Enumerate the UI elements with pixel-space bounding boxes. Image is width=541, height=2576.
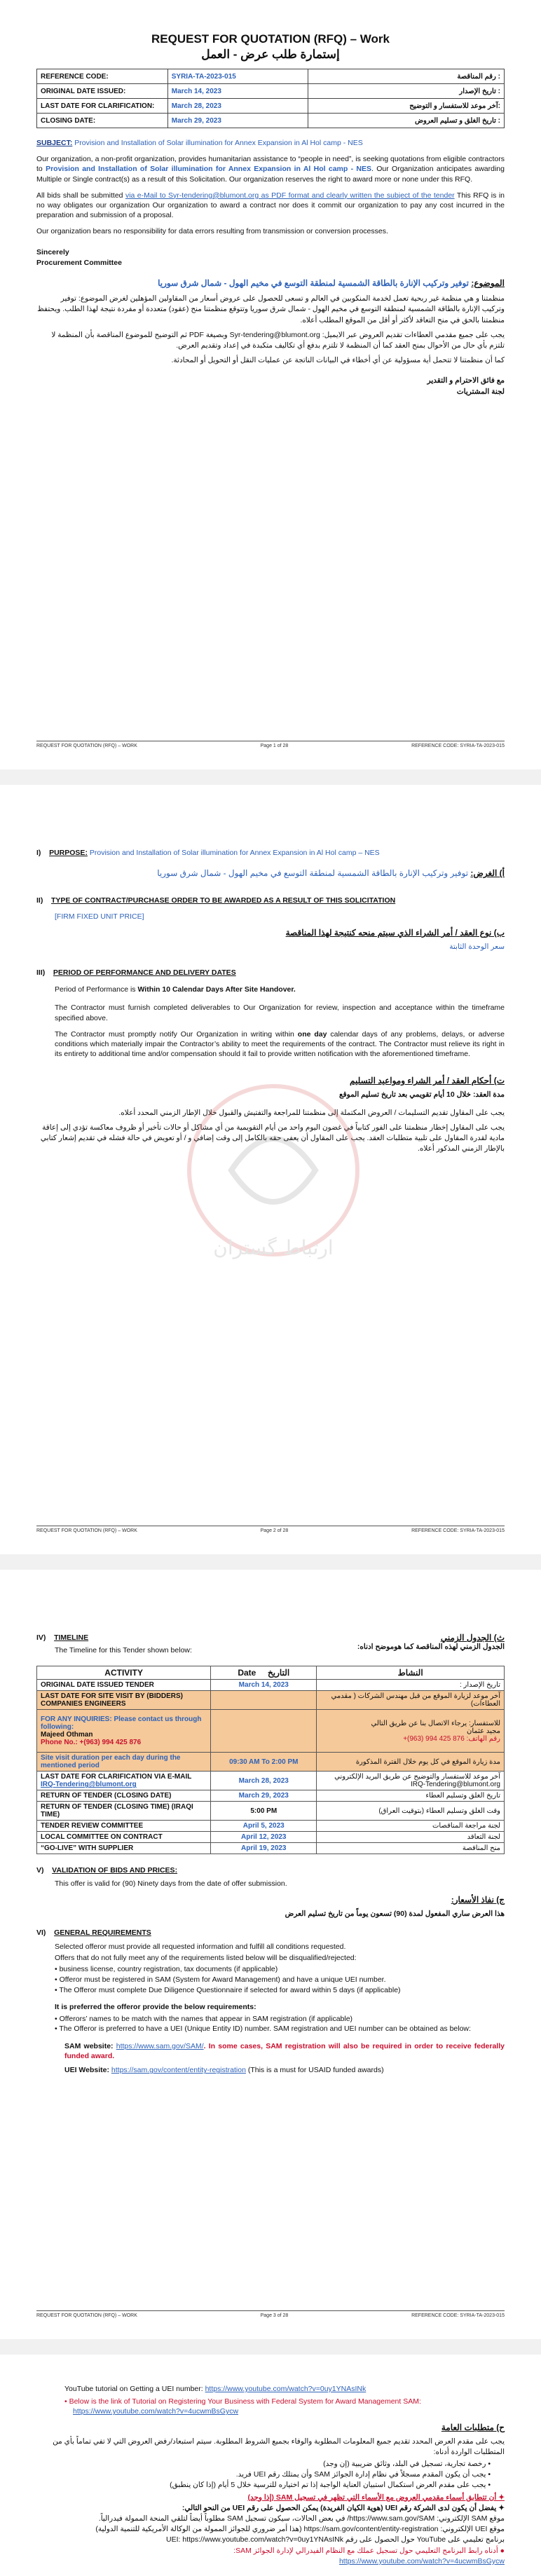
youtube-sam-line: • Below is the link of Tutorial on Registering Your Business with Federal System for Award Management SAM: [64,2397,421,2406]
period-arabic-paragraph-1: يجب على المقاول تقديم التسليمات / العروض المكتملة إلى منظمتنا للمراجعة والتفتيش والقبول خلال الإطار الزمني المحدد أعلاه. [118,1108,505,1117]
arabic-paragraph-1: منظمتنا و هي منظمة غير ربحية تعمل لخدمة المنكوبين في العالم و تسعى للحصول على عروض أسعار من المقاولين المؤهلين لغرض الموضوع: توفير وتركيب الإنارة بالطاقة الشمسية لمنطقة التوسع في مخيم الهول - شمال شرق سوريا وتتوقع منظمتنا منح (عقود) متعددة أو مفردة نتيجة لهذا الطلب. ويحتفظ منظمتنا بالحق في منح التعاقد لأكثر أو أقل من الموقع المطلب أعلاه. [37,294,505,324]
sam-link[interactable]: https://www.sam.gov/SAM/ [116,2042,204,2051]
validity-arabic-text: هذا العرض ساري المفعول لمدة (90) تسعون يوماً من تاريخ تسليم العرض [285,1909,505,1918]
general-title: VI) GENERAL REQUIREMENTS [36,1928,151,1937]
validity-arabic-title: ج) نفاذ الأسعار: [451,1894,505,1905]
ref-label: CLOSING DATE: [37,114,168,128]
timeline-arabic-intro: الجدول الزمني لهذه المناقصة كما هوموضح ادناه: [357,1643,505,1651]
list-item: • Offerors’ names to be match with the names that appear in SAM registration (if applicable) [55,2014,353,2023]
page-footer: REQUEST FOR QUOTATION (RFQ) – WORK Page 2 of 28 REFERENCE CODE: SYRIA-TA-2023-015 [36,1526,505,1533]
timeline-title: TIMELINE [54,1633,89,1642]
period-of-performance: Period of Performance is Within 10 Calendar Days After Site Handover. [55,985,296,994]
signature-committee: Procurement Committee [36,258,122,267]
responsibility-paragraph: Our organization bears no responsibility for data errors resulting from transmission or conversion processes. [36,227,388,236]
table-row [37,84,505,99]
watermark-logo-icon [168,1065,378,1275]
subject-text: Provision and Installation of Solar illumination for Annex Expansion in Al Hol camp - NES [74,139,363,147]
table-row: ORIGINAL DATE ISSUED TENDER March 14, 2023 تاريخ الإصدار : [37,1680,505,1691]
table-row: TENDER REVIEW COMMITTEE April 5, 2023 لجنة مراجعة المناقصات [37,1821,505,1832]
reference-table [36,69,505,128]
table-row: LAST DATE FOR SITE VISIT BY (BIDDERS) COMPANIES ENGINEERS آخر موعد لزيارة الموقع من قبل مهندس الشركات ( مقدمي العطاءات) [37,1691,505,1710]
validity-text: This offer is valid for (90) Ninety days from the date of offer submission. [55,1879,287,1888]
arabic-paragraph-3: كما أن منظمتنا لا تتحمل أية مسؤولية عن أي أخطاء في البيانات الناتجة عن عمليات النقل أو التحويل أو المحادثة. [171,356,505,365]
youtube-uei-link[interactable]: https://www.youtube.com/watch?v=0uy1YNAsINk [205,2385,367,2393]
watermark-text: ارتباط گستران [213,1236,334,1259]
list-item: • يجب أن يكون المقدم مسجلاً في نظام إدارة الجوائز SAM وأن يمتلك رقم UEI فريد. [235,2470,491,2479]
arabic-signature-1: مع فائق الاحترام و التقدير [427,376,505,385]
arabic-uei-line: ✦ يفضل أن يكون لدى الشركة رقم UEI (هوية الكيان الفريدة) يمكن الحصول على رقم UEI من النحو التالي: [182,2503,505,2512]
contract-type-arabic-title: ب) نوع العقد / أمر الشراء الذي سيتم منحه كنتيجة لهذا المناقصة [285,927,505,938]
col-date: Date التاريخ [211,1666,317,1680]
subject-label: SUBJECT: [36,139,73,147]
page-title: REQUEST FOR QUOTATION (RFQ) – Work [151,32,390,46]
list-item: • business license, country registration, tax documents (if applicable) [55,1965,278,1974]
ref-value: SYRIA-TA-2023-015 [167,69,308,84]
table-row: RETURN OF TENDER (CLOSING DATE) March 29, 2023 تاريخ الغلق وتسليم العطاء [37,1790,505,1802]
submission-email-link[interactable]: via e-Mail to Syr-tendering@blumont.org as PDF format and clearly written the subject of the tender [125,191,455,200]
list-item: • The Offeror must complete Due Diligence Questionnaire if selected for award within 5 days (if applicable) [55,1985,401,1994]
ref-label: REFERENCE CODE: [37,69,168,84]
ref-value: March 29, 2023 [167,114,308,128]
table-row [37,69,505,84]
uei-website-line: UEI Website: https://sam.gov/content/entity-registration (This is a must for USAID funded awards) [64,2066,384,2075]
contract-type-arabic-value: سعر الوحدة الثابتة [449,942,505,951]
list-item: • يجب على مقدم العرض استكمال استبيان العناية الواجبة إذا تم اختياره للترسية خلال 5 أيام (إذا كان ينطبق) [170,2481,491,2490]
general-arabic-title: ح) متطلبات العامة [441,2422,505,2432]
list-item: • The Offeror is preferred to have a UEI (Unique Entity ID) number. SAM registration and UEI number can be obtained as below: [55,2025,471,2034]
table-row: “GO-LIVE” WITH SUPPLIER April 19, 2023 منح المناقصة [37,1843,505,1854]
intro-paragraph: Our organization, a non-profit organization, provides humanitarian assistance to “people in need”, is seeking quotations from eligible contractors to Provision and Installation of Solar illumination for Annex Expansion in Al Hol camp - NES. Our Organization anticipates awarding Multiple or Single contract(s) as a result of this Solicitation. Our organization reserves the right to award more or none under this RFQ. [36,155,505,184]
page-gap [0,1554,541,1570]
clarification-email-link[interactable]: IRQ-Tendering@blumont.org [41,1781,137,1789]
ref-label-arabic: تاريخ الإصدار : [308,84,504,99]
page-2 [0,785,541,1554]
ref-label: ORIGINAL DATE ISSUED: [37,84,168,99]
timeline-table [36,1666,505,1854]
table-row [37,99,505,114]
ref-label: LAST DATE FOR CLARIFICATION: [37,99,168,114]
ref-value: March 14, 2023 [167,84,308,99]
ref-label-arabic: تاريخ الغلق و تسليم العروض : [308,114,504,128]
arabic-youtube-sam-link[interactable]: https://www.youtube.com/watch?v=4ucwmBsGycw [338,2556,505,2565]
general-paragraph-1: Selected offeror must provide all requested information and fulfill all conditions requested. [55,1943,346,1952]
contract-type-title: II) TYPE OF CONTRACT/PURCHASE ORDER TO BE AWARDED AS A RESULT OF THIS SOLICITATION [36,896,396,905]
timeline-header: IV) TIMELINE The Timeline for this Tender shown below: ث) الجدول الزمني الجدول الزمني لهذه المناقصة كما هوموضح ادناه: [36,1633,505,1655]
timeline-intro: The Timeline for this Tender shown below: [55,1646,192,1655]
page-footer: REQUEST FOR QUOTATION (RFQ) – WORK Page 1 of 28 REFERENCE CODE: SYRIA-TA-2023-015 [36,741,505,748]
ref-value: March 28, 2023 [167,99,308,114]
subject-line [36,138,505,148]
table-row: RETURN OF TENDER (CLOSING TIME) (IRAQI TIME) 5:00 PM وقت الغلق وتسليم العطاء (بتوقيت العراق) [37,1802,505,1821]
arabic-paragraph-2: يجب على جميع مقدمي العطاءات تقديم العروض عبر الايميل: Syr-tendering@blumont.org وبصيغة PDF ثم التوضيح للموضوع المناقصة بأن المنظمة لا تلتزم بأي حال من الأحوال بمنح العقد كما أن المنظمة لا تلتزم بدفع أي تكاليف متكبدة في إعداد وتقديم العرض. [51,330,505,350]
arabic-red-line: ✦ أن تتطابق أسماء مقدمي العروض مع الأسماء التي تظهر في تسجيل SAM (إذا وجد) [247,2493,505,2502]
youtube-uei-line: YouTube tutorial on Getting a UEI number: https://www.youtube.com/watch?v=0uy1YNAsINk [64,2385,367,2393]
page-3 [0,1570,541,2339]
period-title: III) PERIOD OF PERFORMANCE AND DELIVERY DATES [36,968,236,978]
arabic-youtube-line: برنامج تعليمي على YouTube حول الحصول على رقم UEI: https://www.youtube.com/watch?v=0uy1YNAsINk [166,2535,505,2544]
timeline-arabic-title: ث) الجدول الزمني [440,1633,505,1643]
purpose-arabic-line: أ) الغرض: توفير وتركيب الإنارة بالطاقة الشمسية لمنطقة التوسع في مخيم الهول - شمال شرق سوريا [157,868,505,879]
table-header-row [37,1666,505,1680]
table-row: LOCAL COMMITTEE ON CONTRACT April 12, 2023 لجنة التعاقد [37,1832,505,1843]
uei-link[interactable]: https://sam.gov/content/entity-registration [111,2066,246,2075]
page-1 [0,0,541,769]
page-gap [0,769,541,785]
period-paragraph-1: The Contractor must furnish completed deliverables to Our Organization for review, inspection and acceptance within the timeframe specified above. [55,1003,505,1022]
arabic-youtube-sam-line: ● أدناه رابط البرنامج التعليمي حول تسجيل عملك مع النظام الفيدرالي لإدارة الجوائز SAM: [233,2546,505,2555]
arabic-uei-site-line: موقع UEI الإلكتروني: https://sam.gov/content/entity-registration (هذا أمر ضروري للجوائز الممولة من الوكالة الأمريكية للتنمية الدولية) [95,2525,505,2534]
table-row [37,114,505,128]
page-footer: REQUEST FOR QUOTATION (RFQ) – WORK Page 3 of 28 REFERENCE CODE: SYRIA-TA-2023-015 [36,2310,505,2318]
ref-label-arabic: آخر موعد للاستفسار و التوضيح: [308,99,504,114]
ref-label-arabic: رقم المناقصة : [308,69,504,84]
general-paragraph-2: Offers that do not fully meet any of the requirements listed below will be disqualified/rejected: [55,1954,357,1963]
col-activity: ACTIVITY [37,1666,211,1680]
youtube-sam-link[interactable]: https://www.youtube.com/watch?v=4ucwmBsGycw [73,2407,239,2416]
period-arabic-title: ت) أحكام العقد / أمر الشراء ومواعيد التسليم [350,1076,505,1086]
sam-website-line: SAM website: https://www.sam.gov/SAM/. In some cases, SAM registration will also be required in order to receive federally funded award. [64,2042,505,2061]
page-4 [0,2355,541,2576]
arabic-sam-line: موقع SAM الإلكتروني: https://www.sam.gov/SAM/ في بعض الحالات، سيكون تسجيل SAM مطلوباً أيضاً لتلقي المنحة الممولة فيدرالياً. [98,2514,505,2523]
period-arabic-text: مدة العقد: خلال 10 أيام تقويمي بعد تاريخ تسليم الموقع [339,1090,505,1099]
page-title-arabic: إستمارة طلب عرض - العمل [201,48,340,61]
table-row: FOR ANY INQUIRIES: Please contact us through following: Majeed Othman Phone No.: +(963) 994 425 876 للاستفسار: يرجاء الاتصال بنا عن طريق التالي مجيد عثمان رقم الهاتف: 876 425 994 (963)+ [37,1710,505,1753]
signature-sincerely: Sincerely [36,248,69,257]
contract-type-value: [FIRM FIXED UNIT PRICE] [55,912,144,921]
col-activity-arabic: النشاط [317,1666,505,1680]
purpose-line: I) PURPOSE: Provision and Installation of Solar illumination for Annex Expansion in Al Hol camp – NES [36,849,380,857]
submission-paragraph: All bids shall be submitted via e-Mail to Syr-tendering@blumont.org as PDF format and clearly written the subject of the tender This RFQ is in no way obligates our organization Our organization to award a contract nor does it commit our organization to pay any cost incurred in the preparation and submission of a proposal. [36,191,505,220]
page-gap [0,2339,541,2355]
preferred-title: It is preferred the offeror provide the below requirements: [55,2003,256,2012]
arabic-signature-2: لجنة المشتريات [456,387,505,396]
list-item: • رخصة تجارية، تسجيل في البلد، وثائق ضريبية (إن وجد) [323,2459,491,2468]
validity-title: V) VALIDATION OF BIDS AND PRICES: [36,1866,178,1875]
period-paragraph-2: The Contractor must promptly notify Our Organization in writing within one day calendar days of any problems, delays, or adverse conditions which materially impair the Contractor’s ability to meet the requirements of the contract. The Contractor must relieve its right in its entirety to additional time and/or compensation should it fail to provide written notification with the aforementioned timeframe. [55,1029,505,1059]
list-item: • Offeror must be registered in SAM (System for Award Management) and have a unique UEI number. [55,1975,386,1985]
general-arabic-paragraph: يجب على مقدم العرض المحدد تقديم جميع المعلومات المطلوبة والوفاء بجميع الشروط المطلوبة. سيتم استبعاد/رفض العروض التي لا تفي تماماً بأي من المتطلبات الواردة أدناه: [53,2437,505,2456]
table-row: Site visit duration per each day during the mentioned period 09:30 AM To 2:00 PM مدة زيارة الموقع في كل يوم خلال الفترة المذكورة [37,1753,505,1772]
table-row: LAST DATE FOR CLARIFICATION VIA E-MAIL IRQ-Tendering@blumont.org March 28, 2023 آخر موعد للاستفسار والتوضيح عن طريق البريد الإلكتروني IRQ-Tendering@blumont.org [37,1772,505,1790]
period-arabic-paragraph-2: يجب على المقاول إخطار منظمتنا على الفور كتابياً في غضون اليوم واحد من أيام التقويمية من أي مشاكل أو حالات تأخير أو ظروف معاكسة تؤدي إلى إعاقة مادية لقدرة المقاول على تلبية متطلبات العقد. يجب على المقاول أن يعفى حقه بالكامل إلى وقت إضافي و / أو تعويض في حالة فشله في تقديم إشعار كتابي بالإطار الزمني المذكور أعلاه. [40,1123,505,1153]
subject-arabic-line: الموضوع: توفير وتركيب الإنارة بالطاقة الشمسية لمنطقة التوسع في مخيم الهول - شمال شرق سوريا [158,278,505,288]
